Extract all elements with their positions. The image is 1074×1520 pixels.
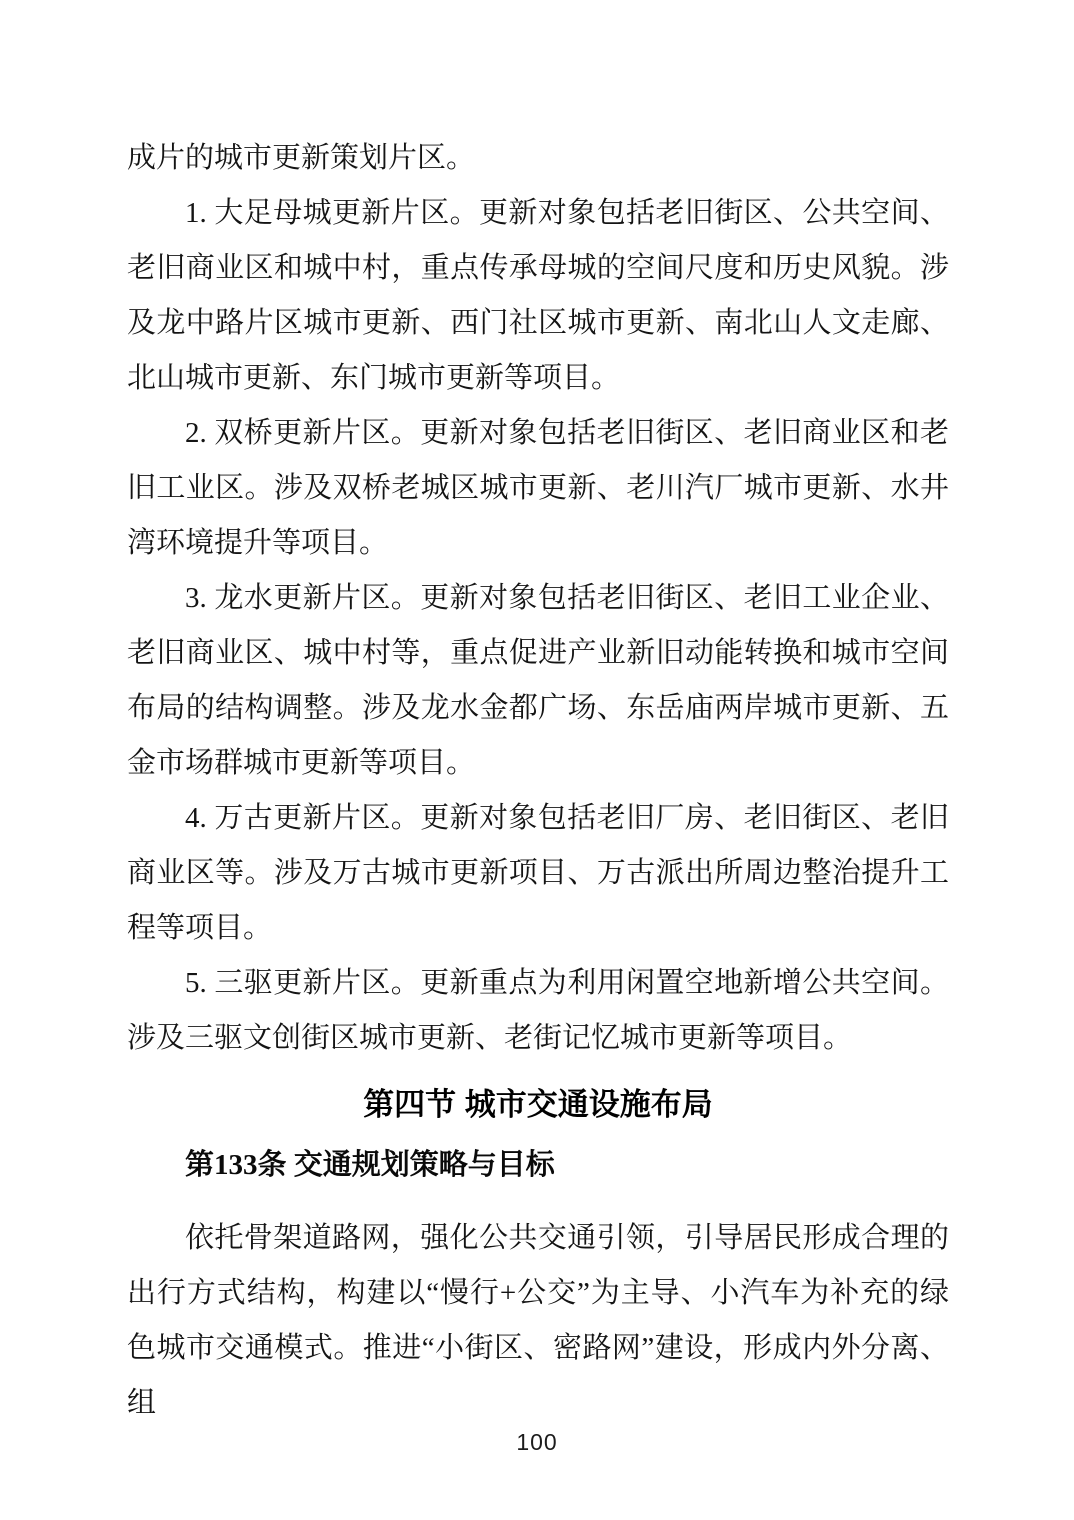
paragraph-renewal-item-4: 4. 万古更新片区。更新对象包括老旧厂房、老旧街区、老旧商业区等。涉及万古城市更新项目、万古派出所周边整治提升工程等项目。 bbox=[127, 802, 949, 944]
paragraph-renewal-item-3: 3. 龙水更新片区。更新对象包括老旧街区、老旧工业企业、老旧商业区、城中村等，重点促进产业新旧动能转换和城市空间布局的结构调整。涉及龙水金都广场、东岳庙两岸城市更新、五金市场群城市更新等项目。 bbox=[127, 582, 949, 779]
paragraph-traffic-strategy: 依托骨架道路网，强化公共交通引领，引导居民形成合理的出行方式结构，构建以“慢行+公交”为主导、小汽车为补充的绿色城市交通模式。推进“小街区、密路网”建设，形成内外分离、组 bbox=[127, 1222, 949, 1419]
paragraph-renewal-item-2: 2. 双桥更新片区。更新对象包括老旧街区、老旧商业区和老旧工业区。涉及双桥老城区城市更新、老川汽厂城市更新、水井湾环境提升等项目。 bbox=[127, 417, 949, 559]
paragraph-renewal-item-1: 1. 大足母城更新片区。更新对象包括老旧街区、公共空间、老旧商业区和城中村，重点传承母城的空间尺度和历史风貌。涉及龙中路片区城市更新、西门社区城市更新、南北山人文走廊、北山城市更新、东门城市更新等项目。 bbox=[127, 197, 949, 394]
page-content bbox=[127, 131, 949, 1431]
paragraph-intro-tail: 成片的城市更新策划片区。 bbox=[127, 142, 476, 174]
page-footer bbox=[0, 1429, 1074, 1456]
section-heading: 第四节 城市交通设施布局 bbox=[363, 1087, 713, 1122]
article-heading: 第133条 交通规划策略与目标 bbox=[185, 1149, 555, 1181]
paragraph-renewal-item-5: 5. 三驱更新片区。更新重点为利用闲置空地新增公共空间。涉及三驱文创街区城市更新、老街记忆城市更新等项目。 bbox=[127, 967, 949, 1054]
page-number: 100 bbox=[516, 1429, 558, 1455]
